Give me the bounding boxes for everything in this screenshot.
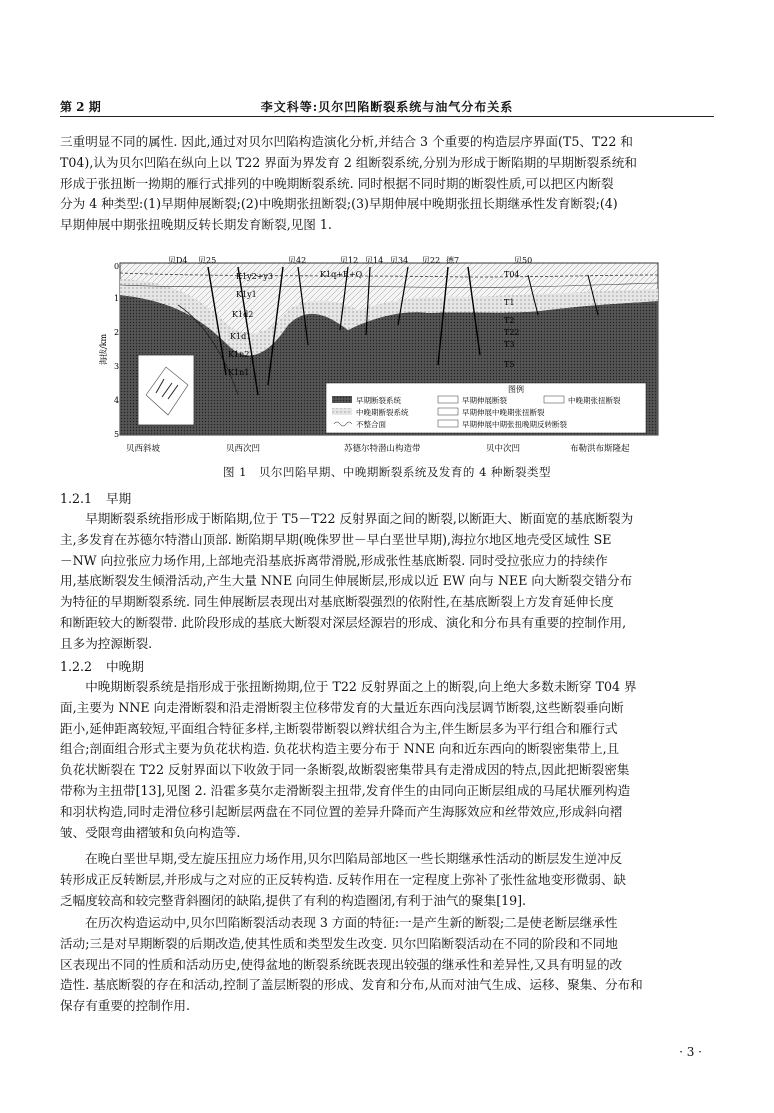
legend-swatch bbox=[438, 420, 458, 427]
text-line: －NW 向拉张应力场作用,上部地壳沿基底拆离带滑脱,形成张性基底断裂. 同时受拉张应力的持续作 bbox=[60, 552, 608, 568]
text-line: 和断距较大的断裂带. 此阶段形成的基底大断裂对深层烃源岩的形成、演化和分布具有重要的控制作用, bbox=[60, 614, 627, 630]
formation-label: K1y1 bbox=[236, 290, 257, 299]
legend-title: 图例 bbox=[508, 385, 524, 394]
well-label: 德7 bbox=[446, 256, 460, 265]
text-line: 中晚期断裂系统是指形成于张扭断拗期,位于 T22 反射界面之上的断裂,向上绝大多数未断穿 T04 界 bbox=[85, 679, 637, 694]
intro-paragraph bbox=[60, 132, 714, 236]
legend-item: 中晚期张扭断裂 bbox=[568, 396, 621, 405]
zone-label: 贝西次凹 bbox=[226, 444, 261, 454]
section-paragraph bbox=[60, 677, 714, 843]
text-line: 皱、受限弯曲褶皱和负向构造等. bbox=[60, 824, 241, 840]
y-tick: 4 bbox=[114, 396, 120, 405]
text-line: 为特征的早期断裂系统. 同生伸展断层表现出对基底断裂强烈的依附性,在基底断裂上方发育延伸长度 bbox=[60, 594, 614, 610]
text-line: 和羽状构造,同时走滑位移引起断层两盘在不同位置的差异升降而产生海豚效应和丝带效应,形成斜向褶 bbox=[60, 803, 623, 819]
figure-caption: 图 1 贝尔凹陷早期、中晚期断裂系统及发育的 4 种断裂类型 bbox=[222, 465, 552, 479]
formation-label: K1n1 bbox=[228, 368, 250, 377]
text-line: 早期断裂系统指形成于断陷期,位于 T5－T22 反射界面之间的断裂,以断距大、断面宽的基底断裂为 bbox=[85, 511, 634, 526]
y-tick: 0 bbox=[114, 262, 120, 271]
text-line: 保存有重要的控制作用. bbox=[60, 998, 190, 1014]
formation-label: T2 bbox=[504, 316, 515, 325]
formation-label: K1q+R+Q bbox=[320, 270, 363, 279]
well-label: 贝34 bbox=[390, 256, 409, 265]
page-number: · 3 · bbox=[679, 1045, 702, 1059]
well-label: 贝12 bbox=[340, 256, 359, 265]
legend-swatch bbox=[544, 396, 564, 403]
well-label: 贝D4 bbox=[168, 256, 188, 265]
zone-label: 布勒洪布斯隆起 bbox=[570, 444, 630, 454]
formation-label: T3 bbox=[504, 340, 515, 349]
formation-label: T22 bbox=[504, 328, 520, 337]
formation-label: K1d1 bbox=[230, 332, 252, 341]
legend-swatch bbox=[332, 408, 352, 415]
y-tick: 2 bbox=[114, 328, 120, 337]
text-line: 负花状断裂在 T22 反射界面以下收敛于同一条断裂,故断裂密集带具有走滑成因的特点,因此把断裂密集 bbox=[60, 762, 630, 778]
figure-1 bbox=[99, 255, 668, 455]
well-label: 贝42 bbox=[288, 256, 307, 265]
text-line: 在晚白垩世早期,受左旋压扭应力场作用,贝尔凹陷局部地区一些长期继承性活动的断层发生逆冲反 bbox=[85, 851, 623, 866]
y-tick: 1 bbox=[114, 294, 120, 303]
formation-label: K1y2+y3 bbox=[236, 272, 273, 281]
y-tick: 5 bbox=[114, 430, 120, 439]
text-line: 距小,延伸距离较短,平面组合特征多样,主断裂带断裂以辫状组合为主,伴生断层多为平行组合和雁行式 bbox=[60, 720, 618, 736]
text-line: 三重明显不同的属性. 因此,通过对贝尔凹陷构造演化分析,并结合 3 个重要的构造层序界面(T5、T22 和 bbox=[60, 134, 633, 149]
body-paragraph bbox=[60, 913, 714, 1017]
text-line: 主,多发育在苏德尔特潜山顶部. 断陷期早期(晚侏罗世－早白垩世早期),海拉尔地区地壳受区域性 SE bbox=[60, 531, 612, 547]
section-heading bbox=[60, 488, 131, 507]
zone-label: 贝西斜坡 bbox=[126, 444, 161, 454]
text-line: 带称为主扭带[13],见图 2. 沿霍多莫尔走滑断裂主扭带,发育伴生的由同向正断层组成的马尾状雁列构造 bbox=[60, 782, 631, 798]
well-label: 贝22 bbox=[422, 256, 441, 265]
section-number: 1.2.1 bbox=[60, 491, 93, 506]
inset-map bbox=[138, 355, 194, 425]
zone-label: 苏德尔特潜山构造带 bbox=[344, 444, 421, 454]
section-title: 早期 bbox=[106, 491, 132, 506]
text-line: 分为 4 种类型:(1)早期伸展断裂;(2)中晚期张扭断裂;(3)早期伸展中晚期张扭长期继承性发育断裂;(4) bbox=[60, 196, 618, 212]
text-line: T04),认为贝尔凹陷在纵向上以 T22 界面为界发育 2 组断裂系统,分别为形成于断陷期的早期断裂系统和 bbox=[60, 154, 637, 170]
legend-swatch bbox=[332, 396, 352, 403]
text-line: 且多为控源断裂. bbox=[60, 635, 153, 651]
legend-item: 不整合面 bbox=[356, 420, 386, 429]
text-line: 转形成正反转断层,并形成与之对应的正反转构造. 反转作用在一定程度上弥补了张性盆地变形微弱、缺 bbox=[60, 871, 627, 887]
well-label: 贝25 bbox=[198, 256, 217, 265]
text-line: 乏幅度较高和较完整背斜圈闭的缺陷,提供了有利的构造圈闭,有利于油气的聚集[19]. bbox=[60, 892, 527, 908]
cross-section-diagram bbox=[99, 255, 668, 455]
legend-swatch bbox=[438, 408, 458, 415]
section-heading bbox=[60, 656, 144, 675]
well-label: 贝14 bbox=[365, 256, 384, 265]
y-axis-label: 海拔/km bbox=[99, 333, 108, 365]
formation-label: T5 bbox=[504, 360, 515, 369]
formation-label: T1 bbox=[504, 298, 515, 307]
running-header bbox=[60, 96, 714, 117]
zone-label: 贝中次凹 bbox=[486, 444, 521, 454]
legend-item: 中晚期断裂系统 bbox=[356, 408, 409, 417]
text-line: 早期伸展中期张扭晚期反转长期发育断裂,见图 1. bbox=[60, 217, 332, 233]
legend-item: 早期伸展中期张扭晚期反转断裂 bbox=[462, 420, 567, 429]
well-label: 贝50 bbox=[514, 256, 533, 265]
text-line: 形成于张扭断一拗期的雁行式排列的中晚期断裂系统. 同时根据不同时期的断裂性质,可以把区内断裂 bbox=[60, 175, 614, 191]
text-line: 区表现出不同的性质和活动历史,使得盆地的断裂系统既表现出较强的继承性和差异性,又具有明显的改 bbox=[60, 956, 623, 972]
text-line: 在历次构造运动中,贝尔凹陷断裂活动表现 3 方面的特征:一是产生新的断裂;二是使老断层继承性 bbox=[85, 915, 618, 930]
formation-label: K1n2 bbox=[228, 350, 250, 359]
text-line: 组合;剖面组合形式主要为负花状构造. 负花状构造主要分布于 NNE 向和近东西向的断裂密集带上,且 bbox=[60, 741, 620, 757]
body-paragraph bbox=[60, 849, 714, 911]
issue-label: 第 2 期 bbox=[60, 100, 101, 114]
text-line: 造性. 基底断裂的存在和活动,控制了盖层断裂的形成、发育和分布,从而对油气生成、运移、聚集、分布和 bbox=[60, 977, 643, 993]
text-line: 用,基底断裂发生倾滑活动,产生大量 NNE 向同生伸展断层,形成以近 EW 向与 NEE 向大断裂交错分布 bbox=[60, 573, 633, 589]
legend-item: 早期伸展断裂 bbox=[462, 396, 507, 405]
running-title: 李文科等:贝尔凹陷断裂系统与油气分布关系 bbox=[260, 100, 514, 114]
legend-swatch bbox=[438, 396, 458, 403]
y-tick: 3 bbox=[114, 362, 120, 371]
text-line: 面,主要为 NNE 向走滑断裂和沿走滑断裂主位移带发育的大量近东西向浅层调节断裂,这些断裂垂向断 bbox=[60, 699, 624, 715]
text-line: 活动;三是对早期断裂的后期改造,使其性质和类型发生改变. 贝尔凹陷断裂活动在不同的阶段和不同地 bbox=[60, 935, 618, 951]
section-number: 1.2.2 bbox=[60, 659, 93, 674]
formation-label: K1d2 bbox=[232, 310, 254, 319]
formation-label: T04 bbox=[504, 270, 520, 279]
section-title: 中晚期 bbox=[106, 659, 144, 674]
legend-item: 早期断裂系统 bbox=[356, 396, 401, 405]
section-paragraph bbox=[60, 509, 714, 655]
legend-item: 早期伸展中晚期张扭断裂 bbox=[462, 408, 545, 417]
